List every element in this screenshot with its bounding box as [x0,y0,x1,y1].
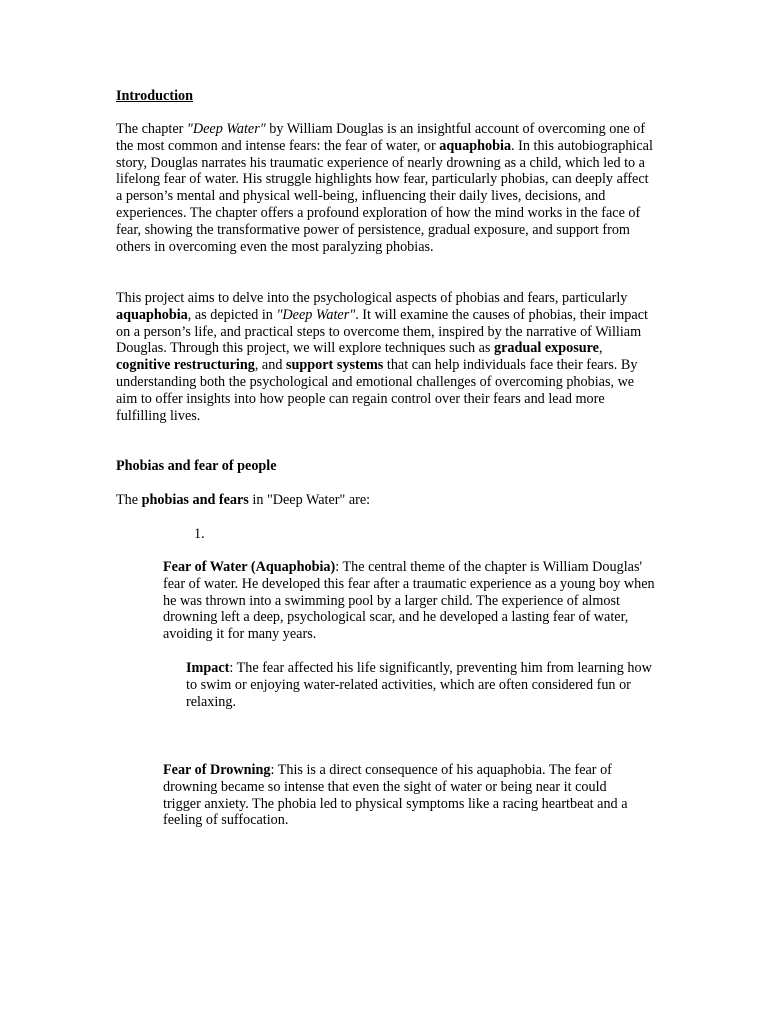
fear-of-water-text: : The central theme of the chapter is William Douglas' fear of water. He developed this fear after a traumatic experience as a young boy when he was thrown into a swimming pool by a larger child. The experience of almost drowning left a deep, psychological scar, and he developed a lasting fear of water, avoiding it for many years. [163,559,655,643]
phobias-intro [116,492,658,509]
fear-of-water-title: Fear of Water (Aquaphobia) [163,559,336,575]
list-number: 1. [194,526,205,542]
impact-item [186,660,652,710]
intro-paragraph-2 [116,290,658,424]
intro-p2-title: "Deep Water" [276,306,356,323]
intro-paragraph-1 [116,121,658,255]
intro-p1-text-3: . In this autobiographical story, Douglas narrates his traumatic experience of nearly drowning as a child, which led to a lifelong fear of water. His struggle highlights how fear, particularly phobias, can deeply affect a person’s mental and physical well-being, influencing their daily lives, decisions, and experiences. The chapter offers a profound exploration of how the mind works in the face of fear, showing the transformative power of persistence, gradual exposure, and support from others in overcoming even the most paralyzing phobias. [116,137,653,255]
intro-p2-support-systems: support systems [285,357,384,374]
impact-title: Impact [186,660,230,676]
intro-p2-text-1: This project aims to delve into the psychological aspects of phobias and fears, particularly [116,290,628,306]
phobias-intro-bold: phobias and fears [141,492,249,508]
intro-p1-title: "Deep Water" [186,121,266,137]
intro-p2-aquaphobia: aquaphobia [116,306,188,323]
intro-p2-text-6: that can help individuals face their fears. By understanding both the psychological and emotional challenges of overcoming phobias, we aim to offer insights into how people can regain control over their fears and lead more fulfilling lives. [116,357,638,424]
phobias-intro-text-1: The [116,492,142,508]
intro-p1-aquaphobia: aquaphobia [439,137,512,154]
fear-of-drowning-title: Fear of Drowning [163,762,271,778]
intro-p1-text-2: by William Douglas is an insightful account of overcoming one of the most common and intense fears: the fear of water, or [116,121,646,154]
intro-p2-gradual-exposure: gradual exposure [494,340,599,357]
impact-text: : The fear affected his life significantly, preventing him from learning how to swim or enjoying water-related activities, which are often considered fun or relaxing. [186,660,652,710]
fear-of-drowning-text: : This is a direct consequence of his aquaphobia. The fear of drowning became so intense that even the sight of water or being near it could trigger anxiety. The phobia led to physical symptoms like a racing heartbeat and a feeling of suffocation. [163,762,628,829]
fear-of-drowning-item [163,762,641,829]
introduction-heading: Introduction [116,88,193,104]
phobias-heading: Phobias and fear of people [116,458,277,474]
phobias-intro-text-2: in "Deep Water" are: [248,492,371,508]
intro-p2-text-4: , [598,340,603,357]
intro-p2-text-2: , as depicted in [187,306,277,323]
intro-p2-cognitive-restructuring: cognitive restructuring [116,357,255,374]
intro-p1-text-1: The chapter [116,121,187,137]
intro-p2-text-3: . It will examine the causes of phobias, their impact on a person’s life, and practical steps to overcome them, inspired by the narrative of William Douglas. Through this project, we will explore techniques such as [116,306,648,357]
fear-of-water-item [163,559,655,643]
intro-p2-text-5: , and [254,357,286,374]
